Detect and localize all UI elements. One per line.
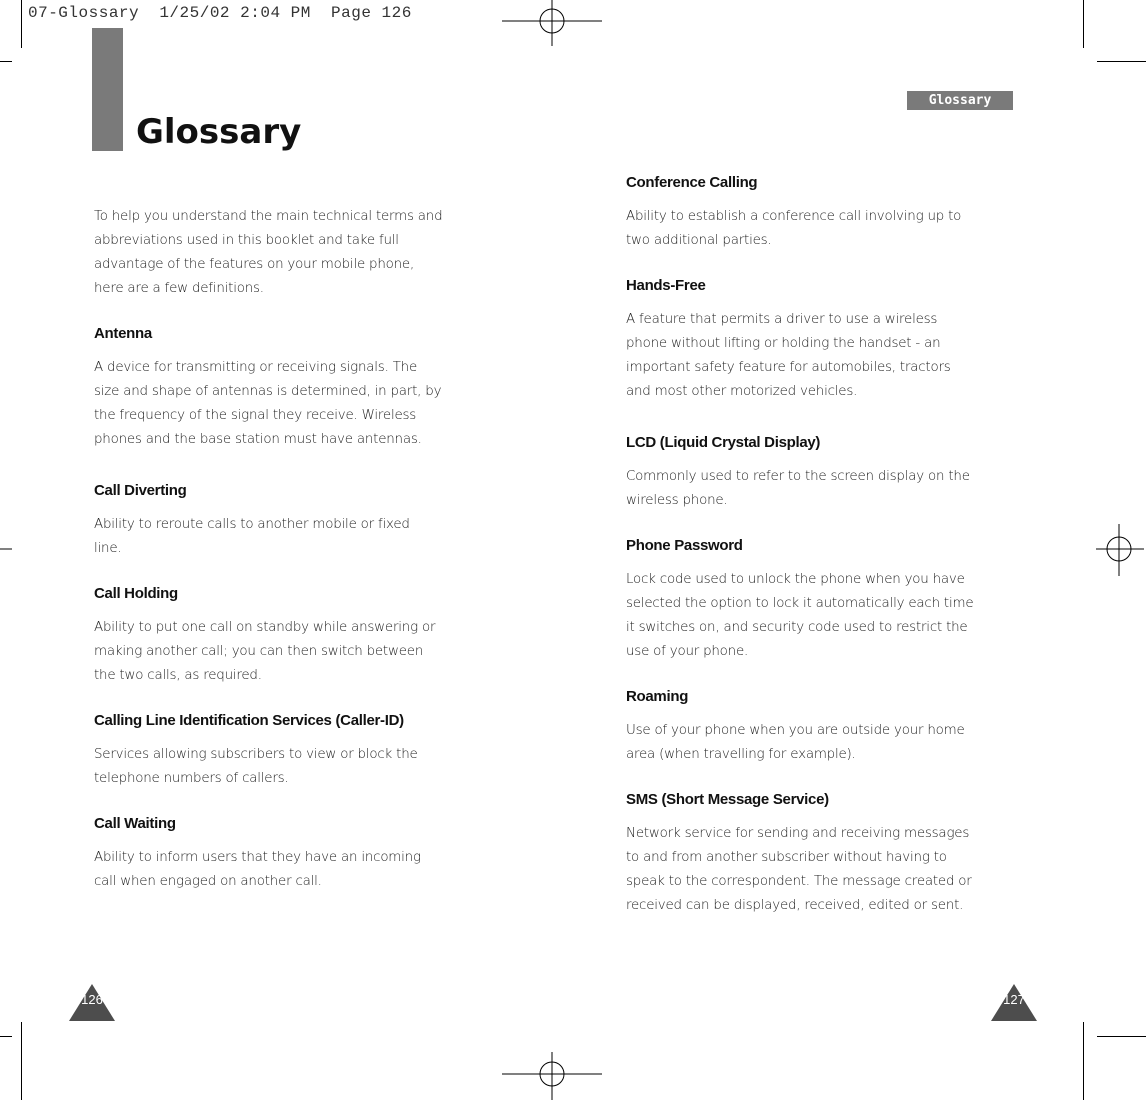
definition-antenna: A device for transmitting or receiving signals. The size and shape of antennas is determined, in part, by the frequency of the signal they receive. Wireless phones and the base station must have antennas.	[94, 360, 442, 447]
title-accent-bar	[92, 28, 123, 151]
page-number-right: 127	[991, 984, 1037, 1021]
page-title: Glossary	[136, 112, 302, 152]
term-phone-password: Phone Password	[626, 537, 743, 554]
right-column	[626, 174, 1014, 918]
term-hands-free: Hands-Free	[626, 277, 706, 294]
definition-call-holding: Ability to put one call on standby while answering or making another call; you can then switch between the two calls, as required.	[94, 620, 436, 683]
term-call-diverting: Call Diverting	[94, 482, 187, 499]
definition-hands-free: A feature that permits a driver to use a wireless phone without lifting or holding the handset - an important safety feature for automobiles, tractors and most other motorized vehicles.	[626, 312, 951, 399]
left-column	[94, 205, 482, 894]
registration-mark-top	[500, 0, 604, 48]
section-tag: Glossary	[907, 91, 1013, 110]
registration-mark-bottom	[500, 1050, 604, 1100]
definition-call-waiting: Ability to inform users that they have an incoming call when engaged on another call.	[94, 850, 421, 889]
intro-paragraph: To help you understand the main technical terms and abbreviations used in this booklet and take full advantage of the features on your mobile phone, here are a few definitions.	[94, 209, 443, 296]
registration-mark-left	[0, 500, 40, 600]
term-caller-id: Calling Line Identification Services (Caller-ID)	[94, 712, 404, 729]
definition-caller-id: Services allowing subscribers to view or block the telephone numbers of callers.	[94, 747, 418, 786]
definition-roaming: Use of your phone when you are outside your home area (when travelling for example).	[626, 723, 965, 762]
term-lcd: LCD (Liquid Crystal Display)	[626, 434, 821, 451]
term-conference-calling: Conference Calling	[626, 174, 758, 191]
page-number-left: 126	[69, 984, 115, 1021]
registration-mark-right	[1094, 500, 1146, 600]
definition-sms: Network service for sending and receiving messages to and from another subscriber without having to speak to the correspondent. The message created or received can be displayed, received, edited or sent.	[626, 826, 972, 913]
term-sms: SMS (Short Message Service)	[626, 791, 829, 808]
definition-phone-password: Lock code used to unlock the phone when you have selected the option to lock it automatically each time it switches on, and security code used to restrict the use of your phone.	[626, 572, 974, 659]
term-call-holding: Call Holding	[94, 585, 178, 602]
term-roaming: Roaming	[626, 688, 689, 705]
print-slug: 07-Glossary 1/25/02 2:04 PM Page 126	[28, 4, 412, 22]
definition-lcd: Commonly used to refer to the screen display on the wireless phone.	[626, 469, 970, 508]
term-antenna: Antenna	[94, 325, 152, 342]
term-call-waiting: Call Waiting	[94, 815, 176, 832]
definition-conference-calling: Ability to establish a conference call involving up to two additional parties.	[626, 209, 962, 248]
definition-call-diverting: Ability to reroute calls to another mobile or fixed line.	[94, 517, 410, 556]
